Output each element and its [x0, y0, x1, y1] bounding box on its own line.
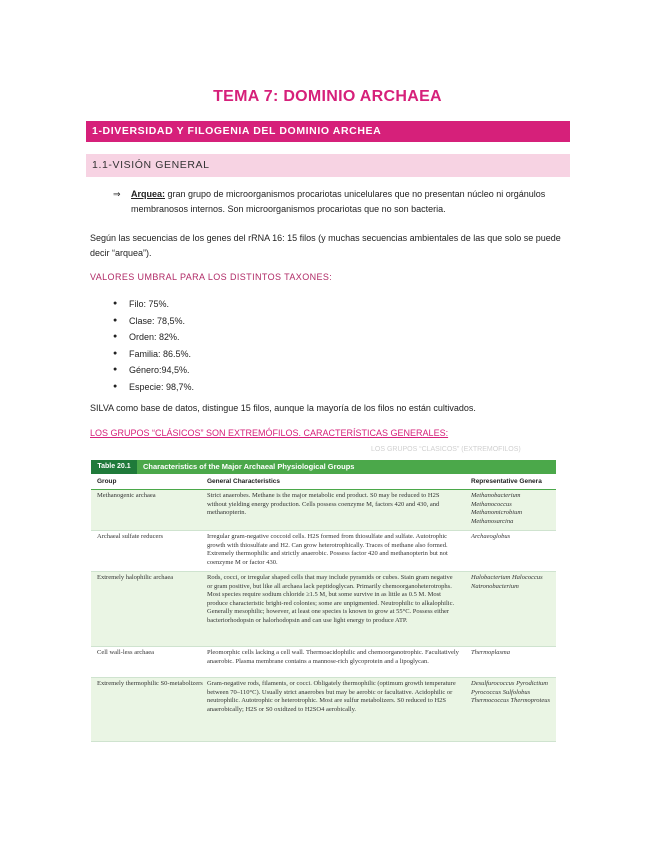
- table-number: Table 20.1: [91, 460, 137, 474]
- header-genera: Representative Genera: [471, 478, 542, 485]
- cell-characteristics: Pleomorphic cells lacking a cell wall. Thermoacidophilic and chemoorganotrophic. Facultatively anaerobic. Plasma membrane contains a mannose-rich glycoprotein and a lipoglycan.: [207, 649, 459, 665]
- cell-group: Archaeal sulfate reducers: [97, 533, 164, 540]
- extremophiles-heading: LOS GRUPOS “CLÁSICOS” SON EXTREMÓFILOS. CARACTERÍSTICAS GENERALES:: [90, 428, 449, 438]
- subsection-heading-overview: 1.1-VISIÓN GENERAL: [86, 154, 570, 177]
- list-item: ● Filo: 75%.: [113, 296, 194, 313]
- cell-characteristics: Gram-negative rods, filaments, or cocci. Obligately thermophilic (optimum growth temperature between 70–110°C). Usually strict anaerobes but may be aerobic or facultative. Acidophilic or neutrophilic. Autotrophic or heterotrophic. Most are sulfur metabolizers. S0 reduced to H2S anaerobically; H2S or S0 oxidized to H2SO4 aerobically.: [207, 680, 456, 713]
- cell-genera: Desulfurococcus Pyrodictium Pyrococcus Sulfolobus Thermococcus Thermoproteus: [471, 680, 551, 705]
- cell-group: Extremely halophilic archaea: [97, 574, 174, 581]
- cell-genera: Halobacterium Halococcus Natronobacterium: [471, 574, 543, 590]
- header-group: Group: [97, 478, 117, 485]
- archaea-definition: [113, 187, 553, 217]
- table-row: [91, 647, 556, 678]
- table-title: Characteristics of the Major Archaeal Physiological Groups: [143, 462, 355, 471]
- table-row: [91, 572, 556, 647]
- table-row: [91, 531, 556, 572]
- definition-keyword: Arquea:: [131, 189, 166, 199]
- table-row: [91, 490, 556, 531]
- cell-group: Cell wall-less archaea: [97, 649, 155, 656]
- cell-group: Methanogenic archaea: [97, 492, 156, 499]
- thresholds-heading: VALORES UMBRAL PARA LOS DISTINTOS TAXONES:: [90, 272, 333, 282]
- cell-group: Extremely thermophilic S0-metabolizers: [97, 680, 203, 687]
- list-item: ● Familia: 86.5%.: [113, 346, 194, 363]
- cell-characteristics: Rods, cocci, or irregular shaped cells that may include pyramids or cubes. Stain gram negative or gram positive, but like all archaea lack peptidoglycan. Primarily chemoorganoheterotrophs. Most species require sodium chloride ≥1.5 M, but some survive in as little as 0.5 M. Most produce characteristic bright-red colonies; some are unpigmented. Neutrophilic to alkalophilic. Generally mesophilic; however, at least one species is known to grow at 55°C. Possess either bacteriorhodopsin or halorhodopsin and can use light energy to produce ATP.: [207, 574, 455, 624]
- list-item: ● Género:94,5%.: [113, 362, 194, 379]
- silva-paragraph: SILVA como base de datos, distingue 15 filos, aunque la mayoría de los filos no están cultivados.: [90, 403, 476, 413]
- cell-genera: Thermoplasma: [471, 649, 511, 656]
- archaea-groups-table-figure: [91, 446, 556, 742]
- figure-overlay-text: LOS GRUPOS “CLÁSICOS” (EXTREMÓFILOS): [371, 446, 521, 453]
- cell-characteristics: Irregular gram-negative coccoid cells. H2S formed from thiosulfate and sulfate. Autotrophic growth with thiosulfate and H2. Can grow heterotrophically. Traces of methane also formed. Extremely thermophilic and strictly anaerobic. Possess factor 420 and methanopterin but not coenzyme M or factor 430.: [207, 533, 448, 566]
- section-heading-diversity: 1-DIVERSIDAD Y FILOGENIA DEL DOMINIO ARCHEA: [86, 121, 570, 142]
- document-title: TEMA 7: DOMINIO ARCHAEA: [213, 88, 442, 105]
- right-arrow-icon: ⇒: [113, 189, 121, 199]
- list-item: ● Especie: 98,7%.: [113, 379, 194, 396]
- rrna-paragraph: Según las secuencias de los genes del rRNA 16: 15 filos (y muchas secuencias ambientales de las que solo se puede decir “arquea”).: [90, 233, 561, 258]
- cell-genera: Methanobacterium Methanococcus Methanomicrobium Methanosarcina: [471, 492, 523, 525]
- table-header-row: [91, 475, 556, 490]
- definition-text: gran grupo de microorganismos procariotas unicelulares que no presentan núcleo ni orgánulos membranosos internos. Son microorganismos procariotas que no son bacteria.: [131, 189, 546, 214]
- list-item: ● Orden: 82%.: [113, 329, 194, 346]
- cell-characteristics: Strict anaerobes. Methane is the major metabolic end product. S0 may be reduced to H2S without yielding energy production. Cells possess coenzyme M, factors 420 and 430, and methanopterin.: [207, 492, 440, 517]
- header-characteristics: General Characteristics: [207, 478, 280, 485]
- table-row: [91, 678, 556, 742]
- cell-genera: Archaeoglobus: [471, 533, 511, 540]
- thresholds-list: [113, 296, 194, 395]
- list-item: ● Clase: 78,5%.: [113, 313, 194, 330]
